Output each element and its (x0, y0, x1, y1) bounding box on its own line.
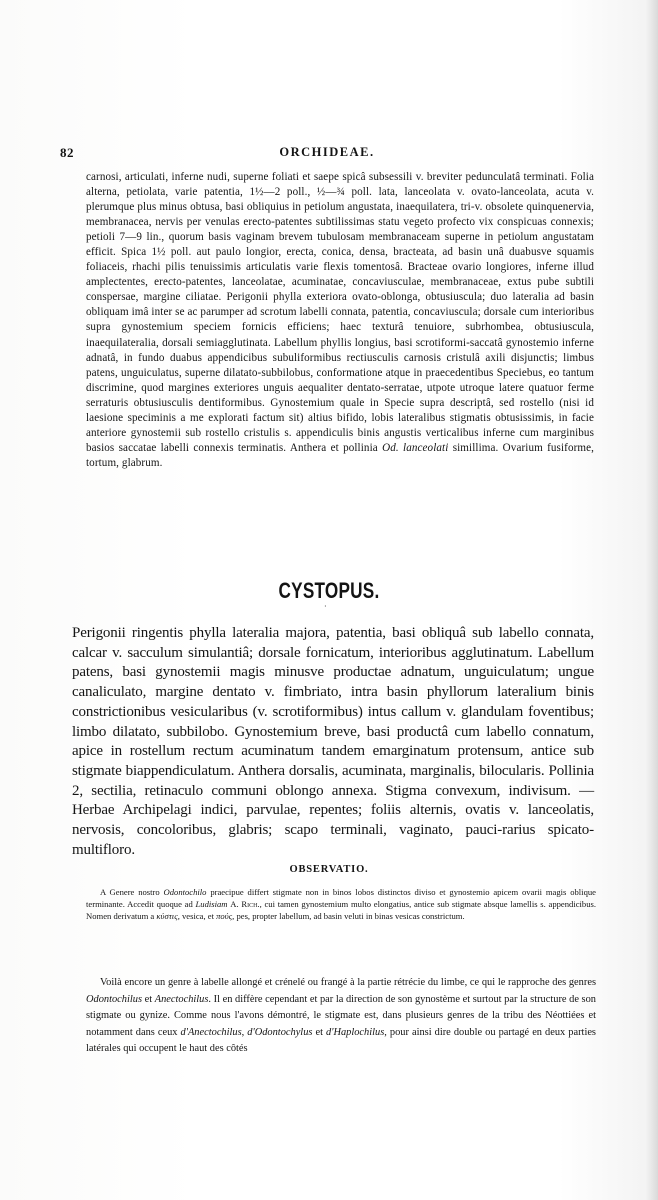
species-reference: Od. lanceolati (382, 441, 449, 454)
diagnosis-text: Perigonii ringentis phylla lateralia majora, patentia, basi obliquâ sub labello connata, calcar v. sacculum simulantiâ; dorsale fornicatum, interioribus agglutinatum. Labellum patens, basi gynostemii magis minusve productae adnatum, unguiculatum; ungue canaliculato, margine dentato v. fimbriato, intra basin phyllorum lateralium binis constrictionibus vesicularibus (v. scrotiformibus) intus callum v. glandulam foventibus; limbo dilatato, subbilobo. Gynostemium breve, basi productâ cum labello connatum, apice in rostellum rectum acuminatum tandem emarginatum protensum, antice sub stigmate biappendiculatum. Anthera dorsalis, acuminata, marginalis, bilocularis. Pollinia 2, sectilia, retinaculo communi oblongo annexa. Stigma convexum, indivisum. — Herbae Archipelagi indici, parvulae, repentes; foliis alternis, ovatis v. lanceolatis, nervosis, concoloribus, glabris; scapo terminali, vaginato, pauci-rarius spicato-multifloro. (72, 625, 594, 858)
species-description-continuation (86, 170, 594, 471)
greek-word: κύστις (156, 911, 178, 921)
continuation-text: carnosi, articulati, inferne nudi, superne foliati et saepe spicâ subsessili v. breviter pedunculatâ terminati. Folia alterna, petiolata, varie patentia, 1½—2 poll., ½—¾ poll. lata, lanceolata v. ovato-lanceolata, acuta v. plerumque plus minus obtusa, basi obliquius in petiolum angustata, inaequilatera, tri-v. obsolete quinquenervia, membranacea, nervis per venulas erecto-patentes subtilissimas statu vegeto profecto vix conspicuas connexis; petioli 7—9 lin., quorum basis vaginam brevem tubulosam membranaceam superne in petiolum angustatam efficit. Spica 1½ poll. aut paulo longior, erecta, conica, densa, bracteata, ad basin unâ duabusve squamis foliaceis, rhachi pilis tenuissimis articulatis varie flexis tomentosâ. Bracteae ovario longiores, inferne illud amplectentes, erecto-patentes, lanceolatae, acuminatae, concaviusculae, membranaceae, extus pube subtili conspersae, margine ciliatae. Perigonii phylla exteriora ovato-oblonga, obtusiuscula; duo lateralia ad basin obliquam imâ inter se ac parumper ad scrotum labelli connata, patentia, concaviuscula; dorsale cum interioribus supra gynostemium speciem fornicis efficiens; haec texturâ tenuiore, subrhombea, obtusiuscula, inaequilateralia, dorsali semiagglutinata. Labellum phyllis longius, basi scrotiformi-saccatâ gynostemio inferne adnatâ, in fundo duabus appendicibus subuliformibus rectiusculis carnosis cristulâ axili disjunctis; limbus patens, unguiculatus, superne dilatato-subbilobus, conformatione atque in praecedentibus Speciebus, eo tantum discrimine, quod margines exteriores unguis aequaliter dentato-serratae, utpote utroque latere quatuor ferme serraturis obtusiusculis dentiformibus. Gynostemium quale in Specie supra descriptâ, sed rostello (nisi id laesione speciminis a me explorati factum sit) altius bifido, lobis lateralibus stigmatis obtusissimis, in facie anteriore gynostemii sub rostello cristulis s. appendiculis binis angustis verticalibus inferne cum marginibus basios saccatae labelli connexis terminatis. Anthera et pollinia (86, 171, 594, 454)
observatio-latin-note (86, 886, 596, 922)
genus-diagnosis (72, 624, 594, 860)
continuation-text-end: simillima. Ovarium fusiforme, tortum, glabrum. (86, 441, 595, 469)
genus-name: d'Haplochilus (326, 1026, 385, 1038)
genus-name: d'Odontochylus (247, 1026, 313, 1038)
page-header (60, 145, 594, 163)
genus-name: d'Anectochilus (180, 1026, 242, 1038)
genus-name: Ludisiam (195, 899, 228, 909)
observatio-french-note (86, 975, 596, 1058)
genus-title: CYSTOPUS. (278, 578, 380, 603)
french-paragraph: Voilà encore un genre à labelle allongé et crénelé ou frangé à la partie rétrécie du limbe, ce qui le rapproche des genres Odontochilus et Anectochilus. Il en diffère cependant et par la direction de son gynostème et surtout par la structure de son stigmate ou gynize. Comme nous l'avons démontré, le stigmate est, dans plusieurs genres de la tribu des Néottiées et notamment dans ceux d'Anectochilus, d'Odontochylus et d'Haplochilus, pour ainsi dire double ou partagé en deux parties latérales qui occupent le haut des côtés (86, 977, 596, 1055)
running-title: ORCHIDEAE. (279, 145, 375, 159)
page-edge-shadow (646, 0, 658, 1200)
genus-name: Odontochilus (86, 993, 142, 1005)
page-number: 82 (60, 145, 74, 160)
author-abbrev: A. Rich. (230, 899, 260, 909)
latin-paragraph: A Genere nostro Odontochilo praecipue differt stigmate non in binos lobos distinctos diviso et gynostemio apicem ovarii magis oblique terminante. Accedit quoque ad Ludisiam A. Rich., cui tamen gynostemium multo elongatius, antice sub stigmate absque lamellis s. appendicibus. Nomen derivatum a κύστις, vesica, et πούς, pes, propter labellum, ad basin veluti in binas vesicas constrictum. (86, 887, 597, 921)
observatio-heading: OBSERVATIO. (289, 864, 369, 875)
title-ornament: · (324, 602, 327, 611)
genus-name: Odontochilo (163, 887, 207, 897)
greek-word: πούς (216, 911, 233, 921)
genus-name: Anectochilus (154, 993, 209, 1005)
